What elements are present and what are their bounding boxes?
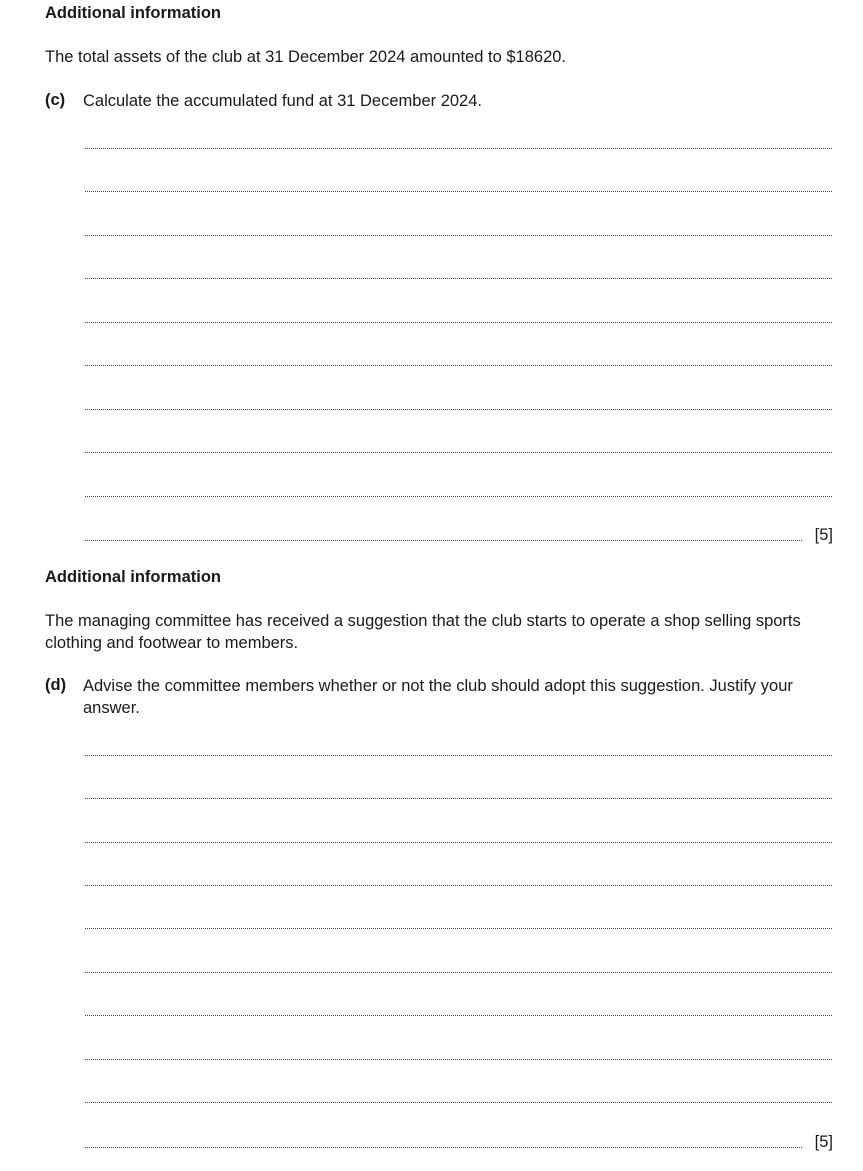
question-c-marks: [5] — [814, 526, 833, 544]
answer-line-d-4[interactable] — [85, 885, 832, 886]
answer-line-c-2[interactable] — [85, 191, 832, 192]
question-d-marks: [5] — [814, 1133, 833, 1151]
answer-line-c-4[interactable] — [85, 278, 832, 279]
answer-line-d-7[interactable] — [85, 1015, 832, 1016]
section-c-heading: Additional information — [45, 4, 221, 22]
answer-line-c-8[interactable] — [85, 452, 832, 453]
answer-line-d-9[interactable] — [85, 1102, 832, 1103]
section-c-info: The total assets of the club at 31 December 2024 amounted to $18620. — [45, 48, 567, 66]
answer-line-c-7[interactable] — [85, 409, 832, 410]
answer-line-d-8[interactable] — [85, 1059, 832, 1060]
answer-line-c-9[interactable] — [85, 496, 832, 497]
section-d-info: The managing committee has received a suggestion that the club starts to operate a shop selling sports clothing and footwear to members. — [45, 612, 801, 652]
answer-line-c-6[interactable] — [85, 365, 832, 366]
answer-line-d-10[interactable] — [85, 1147, 802, 1148]
question-d-label: (d) — [45, 676, 67, 694]
answer-line-c-1[interactable] — [85, 148, 832, 149]
answer-line-d-1[interactable] — [85, 755, 832, 756]
section-d-heading: Additional information — [45, 568, 221, 586]
answer-line-c-10[interactable] — [85, 540, 802, 541]
answer-line-c-5[interactable] — [85, 322, 832, 323]
answer-line-d-5[interactable] — [85, 928, 832, 929]
question-c-label: (c) — [45, 91, 66, 109]
answer-line-d-2[interactable] — [85, 798, 832, 799]
answer-line-d-3[interactable] — [85, 842, 832, 843]
question-c-text: Calculate the accumulated fund at 31 December 2024. — [83, 92, 482, 110]
question-d-text: Advise the committee members whether or not the club should adopt this suggestion. Justify your answer. — [83, 677, 793, 717]
answer-line-c-3[interactable] — [85, 235, 832, 236]
answer-line-d-6[interactable] — [85, 972, 832, 973]
